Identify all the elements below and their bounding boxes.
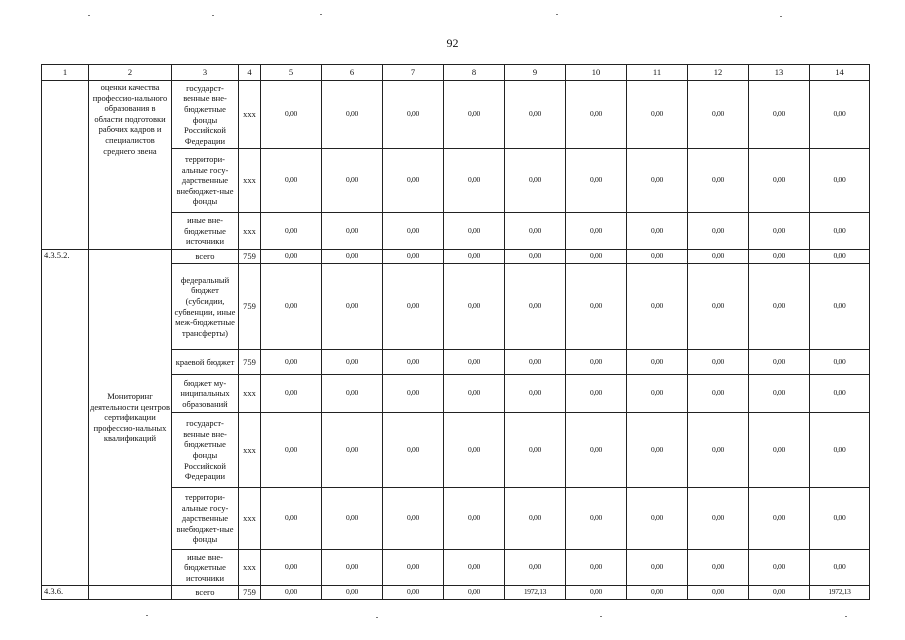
value-cell: 0,00 [627, 350, 688, 375]
value-cell: 0,00 [261, 488, 322, 550]
value-cell: 0,00 [627, 488, 688, 550]
value-cell: 0,00 [383, 81, 444, 149]
value-cell: 0,00 [627, 149, 688, 213]
scan-speck [212, 15, 214, 16]
value-cell: 0,00 [261, 586, 322, 600]
value-cell: 0,00 [383, 413, 444, 488]
header-cell: 10 [566, 65, 627, 81]
value-cell: 0,00 [383, 550, 444, 586]
value-cell: 0,00 [444, 413, 505, 488]
budget-table [41, 64, 870, 600]
scan-speck [780, 16, 782, 17]
header-cell: 3 [172, 65, 239, 81]
funding-source-cell: иные вне-бюджетные источники [172, 213, 239, 250]
value-cell: 0,00 [505, 250, 566, 264]
value-cell: 0,00 [444, 488, 505, 550]
value-cell: 0,00 [810, 213, 870, 250]
scan-speck [146, 615, 148, 616]
value-cell: 0,00 [505, 375, 566, 413]
value-cell: 0,00 [383, 586, 444, 600]
value-cell: 0,00 [810, 149, 870, 213]
budget-code-cell: 759 [239, 250, 261, 264]
value-cell: 0,00 [505, 149, 566, 213]
funding-source-cell: краевой бюджет [172, 350, 239, 375]
value-cell: 0,00 [322, 250, 383, 264]
value-cell: 0,00 [566, 350, 627, 375]
value-cell: 0,00 [261, 213, 322, 250]
value-cell: 0,00 [383, 488, 444, 550]
value-cell: 0,00 [444, 375, 505, 413]
value-cell: 0,00 [749, 375, 810, 413]
table-row [42, 586, 870, 600]
value-cell: 0,00 [688, 264, 749, 350]
value-cell: 0,00 [810, 264, 870, 350]
value-cell: 0,00 [322, 350, 383, 375]
value-cell: 0,00 [688, 550, 749, 586]
item-name-cell [89, 586, 172, 600]
value-cell: 0,00 [444, 350, 505, 375]
header-cell: 5 [261, 65, 322, 81]
value-cell: 0,00 [444, 250, 505, 264]
budget-code-cell: ххх [239, 375, 261, 413]
value-cell: 0,00 [749, 264, 810, 350]
scan-speck [845, 616, 847, 617]
value-cell: 0,00 [505, 264, 566, 350]
value-cell: 0,00 [810, 250, 870, 264]
funding-source-cell: территори-альные госу-дарственные внебюджет-ные фонды [172, 488, 239, 550]
header-cell: 4 [239, 65, 261, 81]
item-number-cell: 4.3.5.2. [42, 250, 89, 586]
value-cell: 0,00 [444, 264, 505, 350]
value-cell: 0,00 [688, 413, 749, 488]
value-cell: 0,00 [261, 413, 322, 488]
budget-code-cell: ххх [239, 81, 261, 149]
value-cell: 0,00 [444, 550, 505, 586]
value-cell: 0,00 [688, 250, 749, 264]
funding-source-cell: государст-венные вне-бюджетные фонды Российской Федерации [172, 413, 239, 488]
item-number-cell [42, 81, 89, 250]
budget-code-cell: ххх [239, 213, 261, 250]
value-cell: 0,00 [505, 488, 566, 550]
value-cell: 0,00 [444, 586, 505, 600]
header-row [42, 65, 870, 81]
value-cell: 0,00 [566, 264, 627, 350]
budget-code-cell: ххх [239, 550, 261, 586]
value-cell: 0,00 [261, 550, 322, 586]
value-cell: 0,00 [322, 149, 383, 213]
value-cell: 0,00 [749, 550, 810, 586]
value-cell: 0,00 [749, 586, 810, 600]
value-cell: 0,00 [322, 213, 383, 250]
value-cell: 0,00 [566, 550, 627, 586]
scan-speck [600, 616, 602, 617]
value-cell: 0,00 [810, 488, 870, 550]
scan-speck [88, 15, 90, 16]
value-cell: 0,00 [688, 350, 749, 375]
funding-source-cell: бюджет му-ниципальных образований [172, 375, 239, 413]
value-cell: 0,00 [749, 350, 810, 375]
header-cell: 12 [688, 65, 749, 81]
value-cell: 0,00 [322, 413, 383, 488]
header-cell: 14 [810, 65, 870, 81]
value-cell: 0,00 [749, 213, 810, 250]
value-cell: 0,00 [505, 413, 566, 488]
value-cell: 0,00 [261, 264, 322, 350]
header-cell: 9 [505, 65, 566, 81]
value-cell: 0,00 [505, 550, 566, 586]
value-cell: 0,00 [383, 350, 444, 375]
value-cell: 0,00 [688, 586, 749, 600]
budget-code-cell: ххх [239, 488, 261, 550]
header-cell: 1 [42, 65, 89, 81]
value-cell: 0,00 [688, 488, 749, 550]
item-number-cell: 4.3.6. [42, 586, 89, 600]
header-cell: 8 [444, 65, 505, 81]
item-name-cell: оценки качества профессио-нального образования в области подготовки рабочих кадров и специалистов среднего звена [89, 81, 172, 250]
value-cell: 0,00 [566, 81, 627, 149]
header-cell: 7 [383, 65, 444, 81]
value-cell: 0,00 [749, 488, 810, 550]
funding-source-cell: федеральный бюджет (субсидии, субвенции, иные меж-бюджетные трансферты) [172, 264, 239, 350]
table-row [42, 250, 870, 264]
value-cell: 0,00 [810, 81, 870, 149]
value-cell: 0,00 [505, 350, 566, 375]
value-cell: 0,00 [322, 375, 383, 413]
budget-code-cell: 759 [239, 586, 261, 600]
table-row [42, 81, 870, 149]
item-name-cell: Мониторинг деятельности центров сертификации профессио-нальных квалификаций [89, 250, 172, 586]
value-cell: 0,00 [566, 488, 627, 550]
value-cell: 0,00 [749, 81, 810, 149]
value-cell: 1972,13 [505, 586, 566, 600]
value-cell: 0,00 [810, 413, 870, 488]
value-cell: 0,00 [688, 149, 749, 213]
value-cell: 0,00 [261, 81, 322, 149]
value-cell: 0,00 [749, 149, 810, 213]
scan-speck [376, 617, 378, 618]
value-cell: 0,00 [749, 250, 810, 264]
value-cell: 0,00 [322, 264, 383, 350]
value-cell: 0,00 [261, 149, 322, 213]
header-cell: 2 [89, 65, 172, 81]
value-cell: 0,00 [566, 149, 627, 213]
value-cell: 0,00 [566, 586, 627, 600]
value-cell: 0,00 [383, 149, 444, 213]
value-cell: 0,00 [566, 413, 627, 488]
value-cell: 0,00 [810, 375, 870, 413]
value-cell: 0,00 [322, 81, 383, 149]
funding-source-cell: всего [172, 586, 239, 600]
value-cell: 0,00 [627, 81, 688, 149]
value-cell: 0,00 [444, 213, 505, 250]
value-cell: 0,00 [566, 250, 627, 264]
header-cell: 13 [749, 65, 810, 81]
value-cell: 0,00 [261, 375, 322, 413]
funding-source-cell: территори-альные госу-дарственные внебюджет-ные фонды [172, 149, 239, 213]
funding-source-cell: всего [172, 250, 239, 264]
value-cell: 0,00 [383, 264, 444, 350]
value-cell: 0,00 [688, 213, 749, 250]
value-cell: 0,00 [444, 81, 505, 149]
value-cell: 0,00 [627, 586, 688, 600]
value-cell: 0,00 [627, 250, 688, 264]
value-cell: 0,00 [688, 81, 749, 149]
value-cell: 0,00 [749, 413, 810, 488]
header-cell: 6 [322, 65, 383, 81]
value-cell: 1972,13 [810, 586, 870, 600]
header-cell: 11 [627, 65, 688, 81]
page-number: 92 [446, 36, 459, 50]
value-cell: 0,00 [566, 213, 627, 250]
value-cell: 0,00 [383, 375, 444, 413]
budget-code-cell: 759 [239, 264, 261, 350]
value-cell: 0,00 [627, 413, 688, 488]
value-cell: 0,00 [505, 213, 566, 250]
value-cell: 0,00 [261, 350, 322, 375]
budget-code-cell: ххх [239, 413, 261, 488]
value-cell: 0,00 [810, 550, 870, 586]
budget-code-cell: ххх [239, 149, 261, 213]
value-cell: 0,00 [627, 213, 688, 250]
value-cell: 0,00 [627, 550, 688, 586]
value-cell: 0,00 [322, 488, 383, 550]
value-cell: 0,00 [383, 250, 444, 264]
value-cell: 0,00 [627, 375, 688, 413]
value-cell: 0,00 [322, 550, 383, 586]
value-cell: 0,00 [627, 264, 688, 350]
value-cell: 0,00 [261, 250, 322, 264]
funding-source-cell: иные вне-бюджетные источники [172, 550, 239, 586]
value-cell: 0,00 [383, 213, 444, 250]
scan-speck [556, 14, 558, 15]
value-cell: 0,00 [444, 149, 505, 213]
value-cell: 0,00 [810, 350, 870, 375]
value-cell: 0,00 [566, 375, 627, 413]
scan-speck [320, 14, 322, 15]
value-cell: 0,00 [688, 375, 749, 413]
value-cell: 0,00 [322, 586, 383, 600]
funding-source-cell: государст-венные вне-бюджетные фонды Российской Федерации [172, 81, 239, 149]
value-cell: 0,00 [505, 81, 566, 149]
budget-code-cell: 759 [239, 350, 261, 375]
